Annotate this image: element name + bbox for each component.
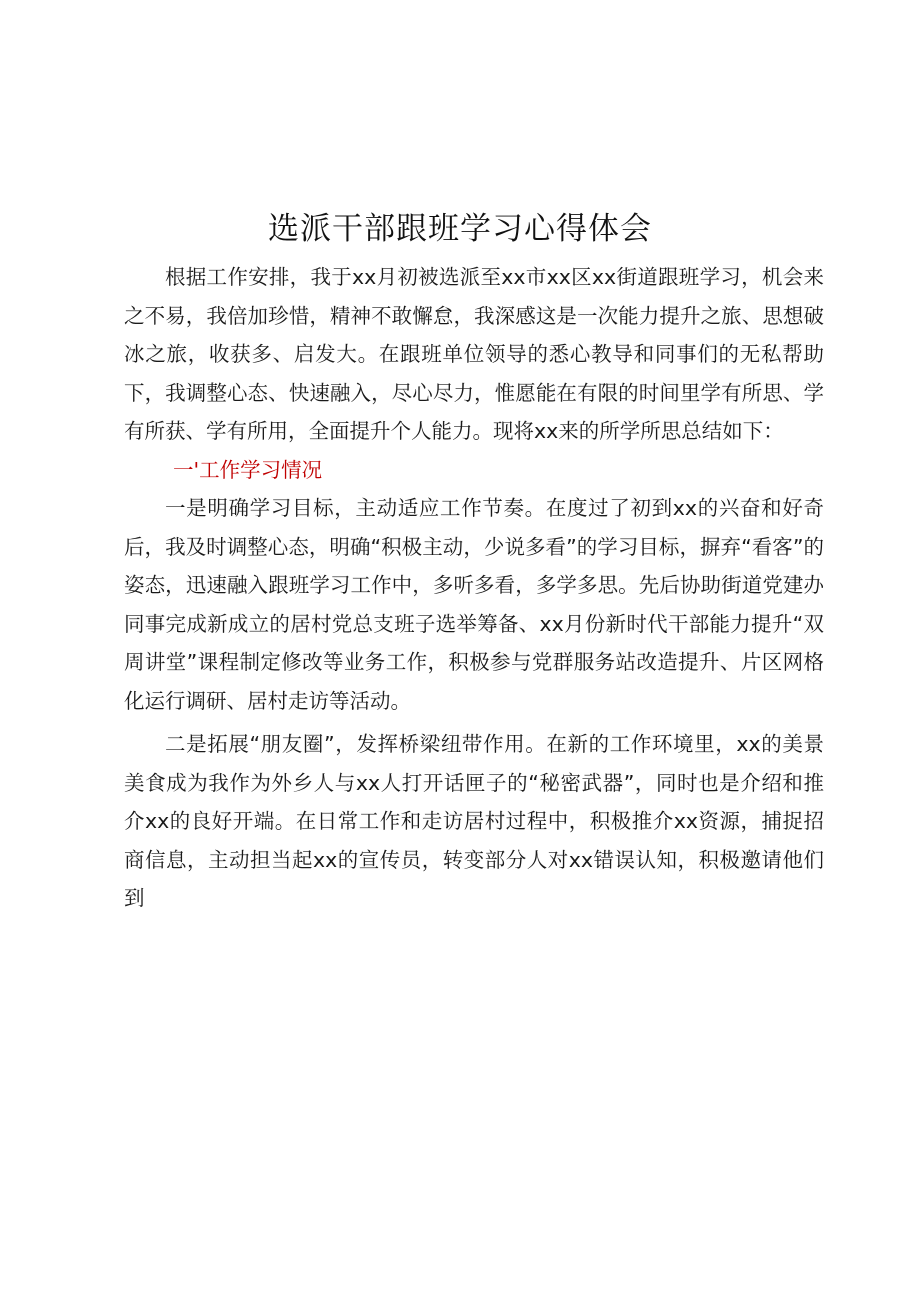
document-body bbox=[124, 258, 824, 918]
document-title: 选派干部跟班学习心得体会 bbox=[268, 210, 652, 247]
intro-paragraph: 根据工作安排，我于xx月初被选派至xx市xx区xx街道跟班学习，机会来之不易，我倍加珍惜，精神不敢懈怠，我深感这是一次能力提升之旅、思想破冰之旅，收获多、启发大。在跟班单位领导的悉心教导和同事们的无私帮助下，我调整心态、快速融入，尽心尽力，惟愿能在有限的时间里学有所思、学有所获、学有所用，全面提升个人能力。现将xx来的所学所思总结如下： bbox=[124, 265, 824, 443]
body-paragraph-2: 二是拓展“朋友圈”，发挥桥梁纽带作用。在新的工作环境里，xx的美景美食成为我作为外乡人与xx人打开话匣子的“秘密武器”，同时也是介绍和推介xx的良好开端。在日常工作和走访居村过程中，积极推介xx资源，捕捉招商信息，主动担当起xx的宣传员，转变部分人对xx错误认知，积极邀请他们到 bbox=[124, 732, 824, 910]
section-heading: 一'工作学习情况 bbox=[173, 457, 323, 482]
body-paragraph-1: 一是明确学习目标，主动适应工作节奏。在度过了初到xx的兴奋和好奇后，我及时调整心态，明确“积极主动，少说多看”的学习目标，摒弃“看客”的姿态，迅速融入跟班学习工作中，多听多看，多学多思。先后协助街道党建办同事完成新成立的居村党总支班子选举筹备、xx月份新时代干部能力提升“双周讲堂”课程制定修改等业务工作，积极参与党群服务站改造提升、片区网格化运行调研、居村走访等活动。 bbox=[124, 496, 824, 713]
